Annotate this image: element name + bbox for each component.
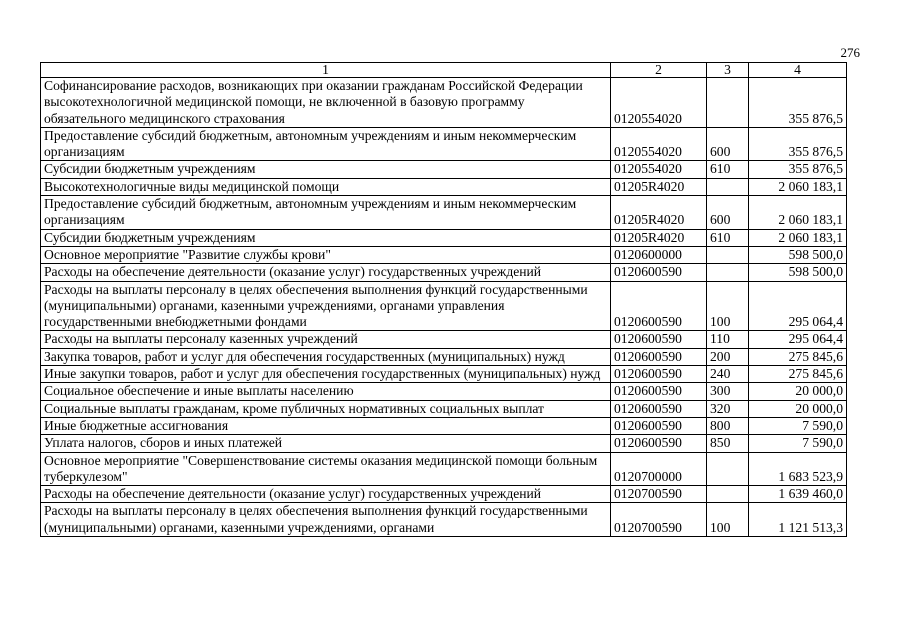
row-type-cell: 320 (707, 400, 749, 417)
column-header-3: 3 (707, 63, 749, 78)
row-amount-cell: 1 683 523,9 (749, 452, 847, 486)
table-row (41, 417, 847, 434)
row-amount-cell: 598 500,0 (749, 246, 847, 263)
row-name-cell: Софинансирование расходов, возникающих при оказании гражданам Российской Федерации высокотехнологичной медицинской помощи, не включенной в базовую программу обязательного медицинского страхования (41, 78, 611, 128)
row-name-cell: Основное мероприятие "Совершенствование системы оказания медицинской помощи больным туберкулезом" (41, 452, 611, 486)
row-code-cell: 0120600000 (611, 246, 707, 263)
table-row (41, 178, 847, 195)
row-amount-cell: 355 876,5 (749, 78, 847, 128)
row-type-cell: 110 (707, 331, 749, 348)
budget-table (40, 62, 847, 537)
row-type-cell: 600 (707, 127, 749, 161)
row-type-cell (707, 264, 749, 281)
row-type-cell (707, 178, 749, 195)
row-type-cell: 100 (707, 503, 749, 537)
column-header-2: 2 (611, 63, 707, 78)
page-number: 276 (840, 45, 860, 60)
row-amount-cell: 275 845,6 (749, 348, 847, 365)
row-code-cell: 0120600590 (611, 435, 707, 452)
row-name-cell: Высокотехнологичные виды медицинской помощи (41, 178, 611, 195)
row-name-cell: Расходы на выплаты персоналу в целях обеспечения выполнения функций государственными (муниципальными) органами, казенными учреждениями, органами (41, 503, 611, 537)
row-type-cell (707, 246, 749, 263)
row-type-cell: 800 (707, 417, 749, 434)
row-code-cell: 0120600590 (611, 383, 707, 400)
table-row (41, 264, 847, 281)
table-row (41, 383, 847, 400)
row-name-cell: Расходы на выплаты персоналу в целях обеспечения выполнения функций государственными (муниципальными) органами, казенными учреждениями, органами управления государственными внебюджетными фондами (41, 281, 611, 331)
row-name-cell: Расходы на обеспечение деятельности (оказание услуг) государственных учреждений (41, 486, 611, 503)
row-name-cell: Субсидии бюджетным учреждениям (41, 161, 611, 178)
table-row (41, 246, 847, 263)
table-row (41, 503, 847, 537)
row-type-cell: 240 (707, 366, 749, 383)
row-amount-cell: 355 876,5 (749, 161, 847, 178)
row-type-cell: 100 (707, 281, 749, 331)
row-amount-cell: 1 121 513,3 (749, 503, 847, 537)
table-row (41, 331, 847, 348)
table-header-row (41, 63, 847, 78)
row-amount-cell: 1 639 460,0 (749, 486, 847, 503)
table-row (41, 348, 847, 365)
row-amount-cell: 295 064,4 (749, 281, 847, 331)
table-row (41, 78, 847, 128)
row-amount-cell: 7 590,0 (749, 435, 847, 452)
table-row (41, 127, 847, 161)
table-row (41, 452, 847, 486)
row-type-cell (707, 486, 749, 503)
row-code-cell: 0120600590 (611, 400, 707, 417)
row-amount-cell: 295 064,4 (749, 331, 847, 348)
row-type-cell: 610 (707, 229, 749, 246)
row-amount-cell: 7 590,0 (749, 417, 847, 434)
table-row (41, 161, 847, 178)
row-code-cell: 0120600590 (611, 348, 707, 365)
row-amount-cell: 355 876,5 (749, 127, 847, 161)
table-row (41, 196, 847, 230)
row-type-cell: 610 (707, 161, 749, 178)
row-code-cell: 0120700000 (611, 452, 707, 486)
column-header-4: 4 (749, 63, 847, 78)
row-amount-cell: 2 060 183,1 (749, 178, 847, 195)
row-amount-cell: 2 060 183,1 (749, 196, 847, 230)
row-name-cell: Социальное обеспечение и иные выплаты населению (41, 383, 611, 400)
row-name-cell: Расходы на выплаты персоналу казенных учреждений (41, 331, 611, 348)
row-code-cell: 0120600590 (611, 331, 707, 348)
row-name-cell: Закупка товаров, работ и услуг для обеспечения государственных (муниципальных) нужд (41, 348, 611, 365)
table-row (41, 229, 847, 246)
row-name-cell: Социальные выплаты гражданам, кроме публичных нормативных социальных выплат (41, 400, 611, 417)
table-body (41, 78, 847, 537)
row-name-cell: Субсидии бюджетным учреждениям (41, 229, 611, 246)
row-code-cell: 0120554020 (611, 161, 707, 178)
row-code-cell: 0120554020 (611, 127, 707, 161)
row-amount-cell: 20 000,0 (749, 383, 847, 400)
row-amount-cell: 20 000,0 (749, 400, 847, 417)
row-amount-cell: 598 500,0 (749, 264, 847, 281)
row-type-cell: 850 (707, 435, 749, 452)
table-row (41, 486, 847, 503)
row-code-cell: 0120700590 (611, 486, 707, 503)
table-row (41, 400, 847, 417)
row-name-cell: Предоставление субсидий бюджетным, автономным учреждениям и иным некоммерческим организациям (41, 127, 611, 161)
row-code-cell: 0120600590 (611, 417, 707, 434)
row-name-cell: Расходы на обеспечение деятельности (оказание услуг) государственных учреждений (41, 264, 611, 281)
column-header-1: 1 (41, 63, 611, 78)
row-name-cell: Иные бюджетные ассигнования (41, 417, 611, 434)
row-code-cell: 0120600590 (611, 366, 707, 383)
row-type-cell (707, 452, 749, 486)
row-amount-cell: 275 845,6 (749, 366, 847, 383)
row-name-cell: Иные закупки товаров, работ и услуг для обеспечения государственных (муниципальных) нужд (41, 366, 611, 383)
row-type-cell: 200 (707, 348, 749, 365)
table-row (41, 366, 847, 383)
row-code-cell: 01205R4020 (611, 178, 707, 195)
row-code-cell: 0120600590 (611, 264, 707, 281)
table-row (41, 281, 847, 331)
row-code-cell: 01205R4020 (611, 229, 707, 246)
row-code-cell: 0120554020 (611, 78, 707, 128)
row-name-cell: Уплата налогов, сборов и иных платежей (41, 435, 611, 452)
row-amount-cell: 2 060 183,1 (749, 229, 847, 246)
row-name-cell: Предоставление субсидий бюджетным, автономным учреждениям и иным некоммерческим организациям (41, 196, 611, 230)
row-type-cell: 600 (707, 196, 749, 230)
row-type-cell: 300 (707, 383, 749, 400)
row-name-cell: Основное мероприятие "Развитие службы крови" (41, 246, 611, 263)
table-row (41, 435, 847, 452)
row-code-cell: 0120700590 (611, 503, 707, 537)
row-code-cell: 0120600590 (611, 281, 707, 331)
row-type-cell (707, 78, 749, 128)
row-code-cell: 01205R4020 (611, 196, 707, 230)
